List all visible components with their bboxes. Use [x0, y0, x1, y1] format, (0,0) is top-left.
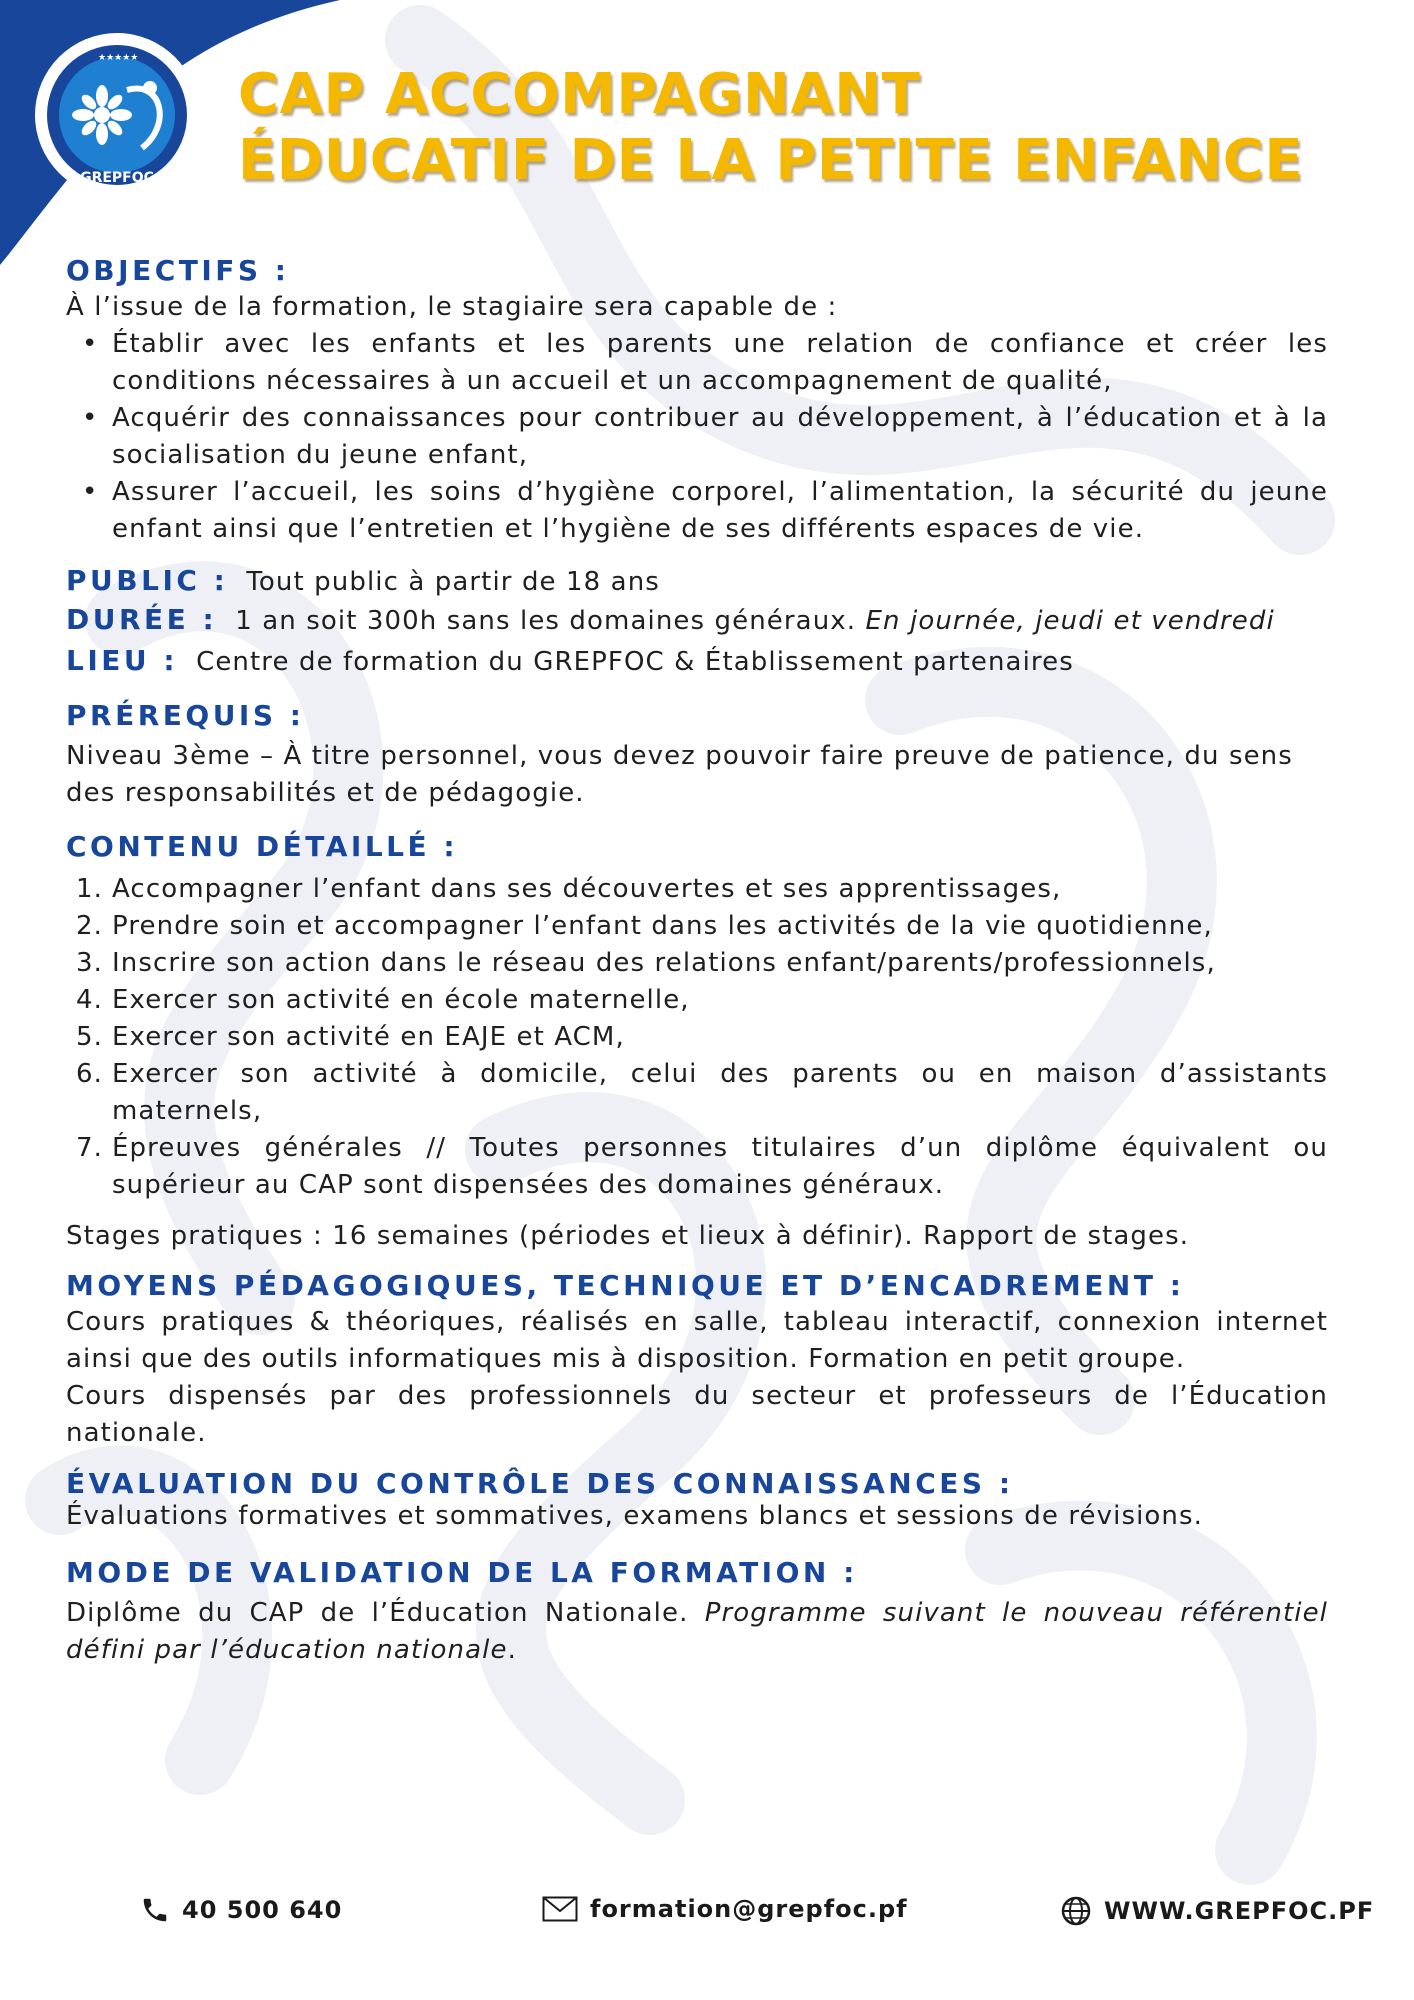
contenu-item — [76, 1019, 1328, 1056]
item-text: Accompagner l’enfant dans ses découvertes et ses apprentissages, — [112, 874, 1062, 904]
moyens-text-2: Cours dispensés par des professionnels du secteur et professeurs de l’Éducation nationale. — [66, 1381, 1328, 1448]
public-text: Tout public à partir de 18 ans — [246, 567, 660, 597]
duree-text-italic: En journée, jeudi et vendredi — [865, 606, 1275, 636]
objectifs-intro: À l’issue de la formation, le stagiaire sera capable de : — [66, 292, 838, 322]
contenu-heading: CONTENU DÉTAILLÉ : — [66, 830, 459, 863]
svg-text:★★★★★: ★★★★★ — [98, 53, 139, 63]
item-text: Exercer son activité à domicile, celui des parents ou en maison d’assistants maternels, — [112, 1059, 1328, 1126]
objectif-item: • Assurer l’accueil, les soins d’hygiène corporel, l’alimentation, la sécurité du jeune enfant ainsi que l’entretien et l’hygiène de ses différents espaces de vie. — [112, 474, 1328, 548]
item-number: 5. — [76, 1022, 104, 1052]
duree-row — [66, 601, 1328, 638]
moyens-heading: MOYENS PÉDAGOGIQUES, TECHNIQUE ET D’ENCADREMENT : — [66, 1269, 1185, 1302]
validation-text-block — [66, 1595, 1328, 1669]
item-number: 7. — [76, 1133, 104, 1163]
contenu-item — [76, 871, 1328, 908]
objectifs-heading: OBJECTIFS : — [66, 254, 290, 287]
lieu-heading: LIEU : — [66, 644, 179, 677]
grepfoc-logo — [32, 30, 202, 200]
contenu-item — [76, 1056, 1328, 1130]
objectifs-list — [66, 326, 1328, 548]
contenu-item — [76, 1130, 1328, 1204]
prerequis-text: Niveau 3ème – À titre personnel, vous devez pouvoir faire preuve de patience, du sens des responsabilités et de pédagogie. — [66, 741, 1293, 808]
evaluation-heading: ÉVALUATION DU CONTRÔLE DES CONNAISSANCES : — [66, 1467, 1014, 1500]
title-line-1: CAP ACCOMPAGNANT — [238, 62, 921, 127]
duree-heading: DURÉE : — [66, 603, 218, 636]
email-address: formation@grepfoc.pf — [590, 1895, 908, 1923]
title-line-2: ÉDUCATIF DE LA PETITE ENFANCE — [238, 128, 1304, 193]
svg-text:GREPFOC: GREPFOC — [80, 170, 154, 186]
contenu-item — [76, 982, 1328, 1019]
item-text: Épreuves générales // Toutes personnes titulaires d’un diplôme équivalent ou supérieur au CAP sont dispensées des domaines généraux. — [112, 1133, 1328, 1200]
moyens-text-1: Cours pratiques & théoriques, réalisés en salle, tableau interactif, connexion internet ainsi que des outils informatiques mis à disposition. Formation en petit groupe. — [66, 1307, 1328, 1374]
public-row — [66, 562, 1328, 601]
globe-icon — [1060, 1895, 1092, 1927]
item-text: Exercer son activité en école maternelle, — [112, 985, 690, 1015]
validation-text: Diplôme du CAP de l’Éducation Nationale. — [66, 1598, 689, 1628]
validation-heading: MODE DE VALIDATION DE LA FORMATION : — [66, 1556, 858, 1589]
evaluation-text: Évaluations formatives et sommatives, examens blancs et sessions de révisions. — [66, 1501, 1204, 1531]
contenu-list — [66, 871, 1328, 1204]
duree-text-block — [235, 606, 1328, 637]
validation-text-end: . — [507, 1635, 517, 1665]
item-text: Prendre soin et accompagner l’enfant dans les activités de la vie quotidienne, — [112, 911, 1213, 941]
item-number: 3. — [76, 948, 104, 978]
lieu-text: Centre de formation du GREPFOC & Établissement partenaires — [196, 647, 1074, 677]
item-number: 1. — [76, 874, 104, 904]
validation-text-italic: Programme suivant le nouveau référentiel défini par l’éducation nationale — [66, 1598, 1328, 1665]
item-number: 4. — [76, 985, 104, 1015]
main-content — [66, 252, 1328, 1669]
stages-text: Stages pratiques : 16 semaines (périodes et lieux à définir). Rapport de stages. — [66, 1221, 1190, 1251]
phone-icon — [140, 1895, 170, 1925]
page-title — [238, 62, 1303, 194]
website-url: WWW.GREPFOC.PF — [1104, 1897, 1375, 1925]
lieu-row — [66, 642, 1328, 681]
footer — [0, 1895, 1414, 1935]
item-text: Inscrire son action dans le réseau des relations enfant/parents/professionnels, — [112, 948, 1216, 978]
contenu-item — [76, 908, 1328, 945]
footer-email[interactable] — [542, 1895, 908, 1923]
public-heading: PUBLIC : — [66, 564, 229, 597]
item-number: 6. — [76, 1059, 104, 1089]
item-number: 2. — [76, 911, 104, 941]
phone-number: 40 500 640 — [182, 1896, 343, 1924]
objectif-item: • Établir avec les enfants et les parents une relation de confiance et créer les conditions nécessaires à un accueil et un accompagnement de qualité, — [112, 326, 1328, 400]
footer-phone[interactable] — [140, 1895, 342, 1925]
item-text: Exercer son activité en EAJE et ACM, — [112, 1022, 625, 1052]
objectif-item: • Acquérir des connaissances pour contribuer au développement, à l’éducation et à la socialisation du jeune enfant, — [112, 400, 1328, 474]
contenu-item — [76, 945, 1328, 982]
mail-icon — [542, 1896, 578, 1922]
duree-text: 1 an soit 300h sans les domaines généraux. — [235, 606, 857, 636]
prerequis-heading: PRÉREQUIS : — [66, 699, 305, 732]
footer-website[interactable] — [1060, 1895, 1374, 1927]
